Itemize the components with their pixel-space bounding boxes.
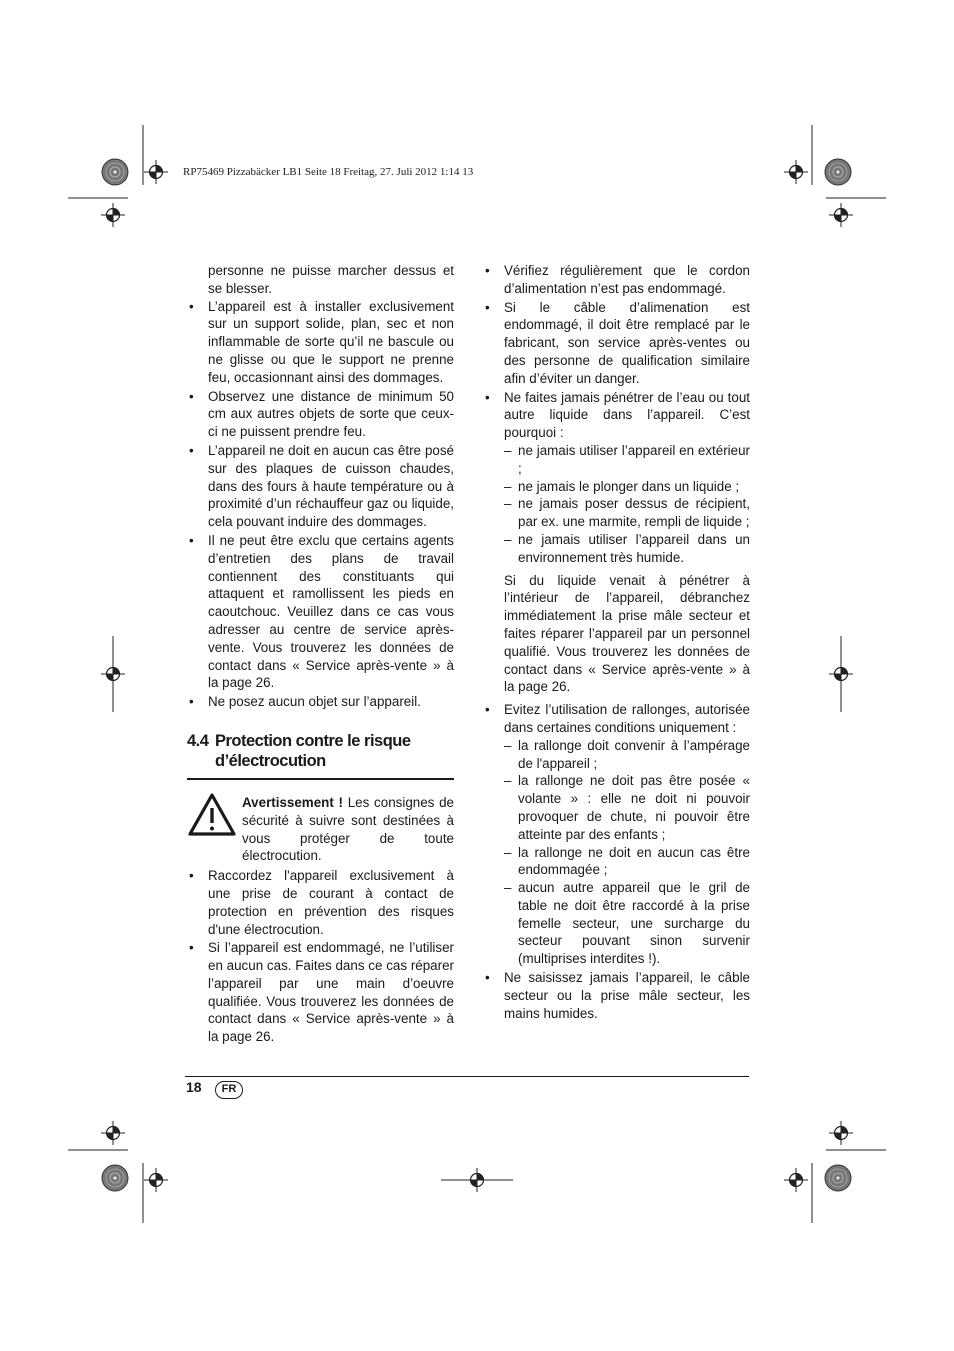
electrical-safety-list bbox=[187, 867, 454, 1046]
section-number: 4.4 bbox=[187, 731, 209, 750]
sub-list-item: – aucun autre appareil que le gril de table ne doit être raccordé à la prise femelle secteur, une surcharge du secteur pouvant sinon survenir (multiprises interdites !). bbox=[504, 879, 750, 968]
section-divider bbox=[187, 778, 454, 780]
language-badge: FR bbox=[215, 1081, 243, 1099]
warning-label: Avertissement ! bbox=[242, 794, 343, 810]
list-item: • Observez une distance de minimum 50 cm aux autres objets de sorte que ceux-ci ne puissent prendre feu. bbox=[187, 388, 454, 441]
list-item: • Si l’appareil est endommagé, ne l’utiliser en aucun cas. Faites dans ce cas réparer l’appareil par une main d’oeuvre qualifiée. Vous trouverez les données de contact dans « Service après-vente » à la page 26. bbox=[187, 939, 454, 1046]
warning-triangle-icon bbox=[187, 792, 237, 838]
sub-list-item: – ne jamais poser dessus de récipient, par ex. une marmite, rempli de liquide ; bbox=[504, 495, 750, 531]
sub-list-item: – ne jamais le plonger dans un liquide ; bbox=[504, 478, 750, 496]
sub-list bbox=[504, 442, 750, 567]
list-item-text: • Evitez l’utilisation de rallonges, autorisée dans certaines conditions uniquement : bbox=[504, 702, 750, 735]
list-item bbox=[483, 389, 750, 697]
section-heading bbox=[187, 731, 454, 771]
footer-divider bbox=[185, 1076, 749, 1077]
list-item-text: • Ne faites jamais pénétrer de l’eau ou tout autre liquide dans l’appareil. C’est pourquoi : bbox=[504, 389, 750, 441]
sub-list-item: – la rallonge ne doit pas être posée « volante » : elle ne doit ni pouvoir provoquer de chute, ni pouvoir être atteinte par des enfants ; bbox=[504, 772, 750, 843]
sub-list-item: – ne jamais utiliser l’appareil en extérieur ; bbox=[504, 442, 750, 478]
list-item: • Si le câble d’alimenation est endommagé, il doit être remplacé par le fabricant, son service après-ventes ou des personne de qualification similaire afin d’éviter un danger. bbox=[483, 299, 750, 388]
right-column bbox=[483, 262, 750, 1023]
list-item: • L’appareil est à installer exclusivement sur un support solide, plan, sec et non inflammable de sorte qu’il ne bascule ou ne glisse ou que le support ne prenne feu, occasionnant ainsi des dommages. bbox=[187, 298, 454, 387]
list-item: • L’appareil ne doit en aucun cas être posé sur des plaques de cuisson chaudes, dans des fours à haute température ou à proximité d’un réchauffeur gaz ou liquide, cela pouvant induire des dommages. bbox=[187, 442, 454, 531]
sub-list bbox=[504, 737, 750, 968]
warning-text: Les consignes de sécurité à suivre sont destinées à vous protéger de toute électrocution. bbox=[242, 794, 454, 864]
list-item: • Vérifiez régulièrement que le cordon d’alimentation n’est pas endommagé. bbox=[483, 262, 750, 298]
warning-box bbox=[187, 794, 454, 865]
sub-list-item: – la rallonge ne doit en aucun cas être endommagée ; bbox=[504, 844, 750, 880]
left-column bbox=[187, 262, 454, 1047]
sub-list-item: – ne jamais utiliser l’appareil dans un environnement très humide. bbox=[504, 531, 750, 567]
list-item-paragraph: Si du liquide venait à pénétrer à l’intérieur de l’appareil, débranchez immédiatement la prise mâle secteur et faites réparer l’appareil par un personnel qualifié. Vous trouverez les données de contact dans « Service après-vente » à la page 26. bbox=[504, 572, 750, 695]
safety-list-continued bbox=[483, 262, 750, 1022]
list-item: • Ne saisissez jamais l’appareil, le câble secteur ou la prise mâle secteur, les mains humides. bbox=[483, 969, 750, 1022]
list-item bbox=[483, 701, 750, 968]
section-title-line1: Protection contre le risque bbox=[215, 731, 411, 750]
safety-list bbox=[187, 298, 454, 711]
list-item: • Il ne peut être exclu que certains agents d’entretien des plans de travail contiennent des constituants qui attaquent et ramollissent les pieds en caoutchouc. Veuillez dans ce cas vous adresser au centre de service après-vente. Vous trouverez les données de contact dans « Service après-vente » à la page 26. bbox=[187, 532, 454, 692]
section-title-line2: d’électrocution bbox=[215, 751, 326, 770]
list-item: • Raccordez l'appareil exclusivement à une prise de courant à contact de protection en prévention des risques d'une électrocution. bbox=[187, 867, 454, 938]
page-number: 18 bbox=[186, 1079, 202, 1095]
print-header: RP75469 Pizzabäcker LB1 Seite 18 Freitag, 27. Juli 2012 1:14 13 bbox=[183, 166, 474, 178]
paragraph-continuation: personne ne puisse marcher dessus et se blesser. bbox=[208, 263, 454, 296]
list-item: • Ne posez aucun objet sur l’appareil. bbox=[187, 693, 454, 711]
sub-list-item: – la rallonge doit convenir à l’ampérage de l'appareil ; bbox=[504, 737, 750, 773]
